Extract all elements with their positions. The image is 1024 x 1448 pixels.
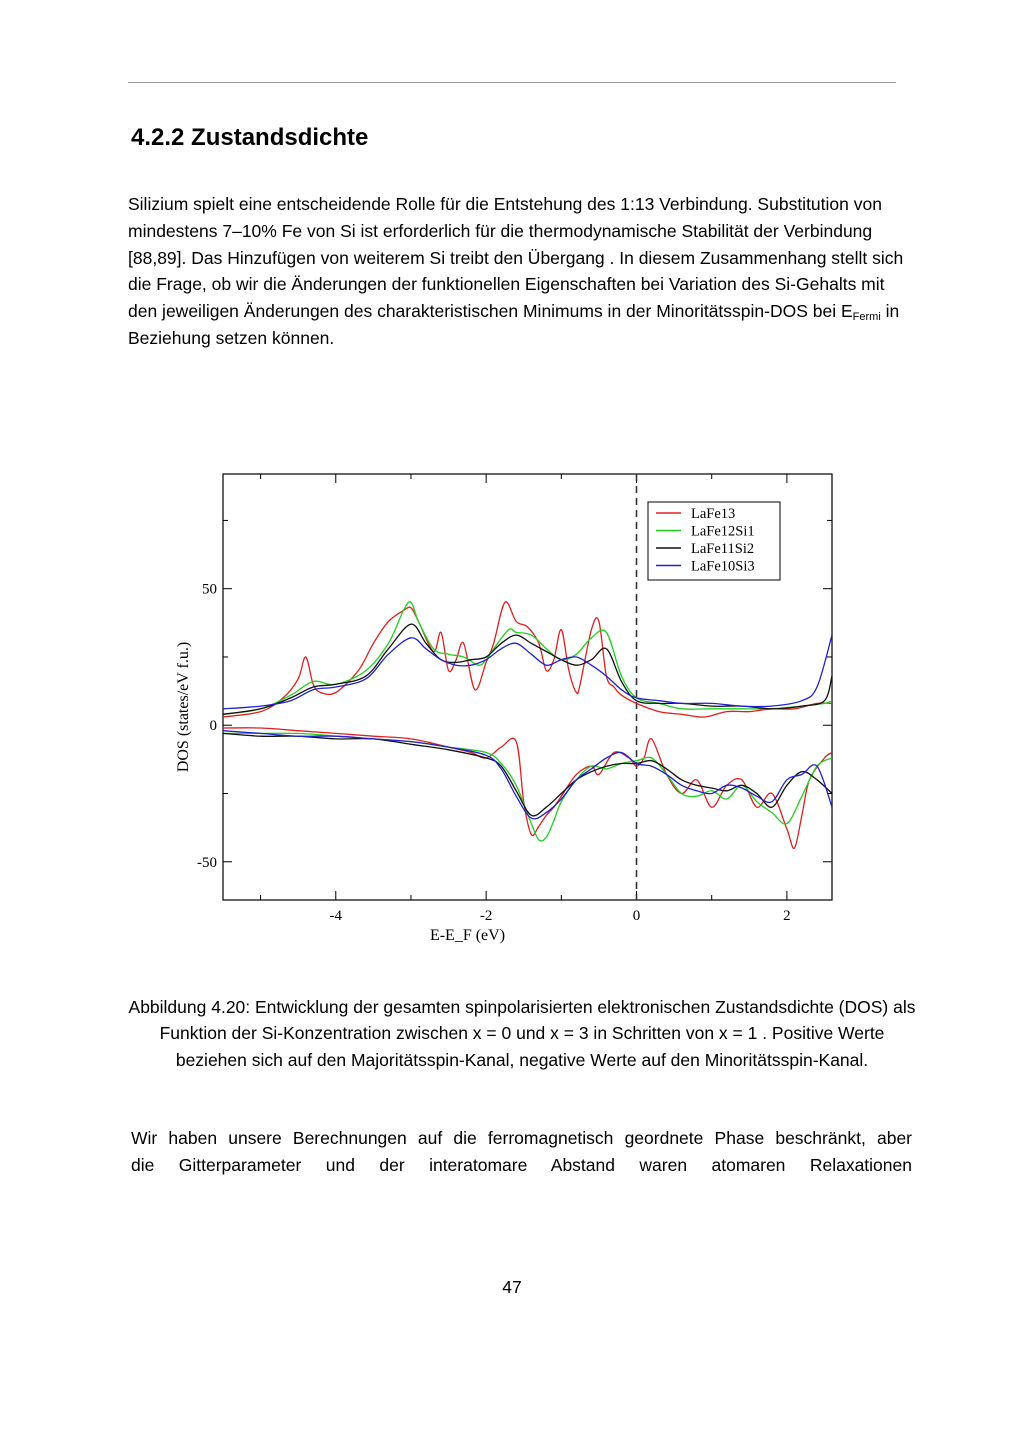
x-axis-label: E-E_F (eV) (429, 927, 506, 944)
page-number: 47 (502, 1277, 522, 1297)
x-tick-label: 2 (783, 908, 791, 924)
y-axis-label: DOS (states/eV f.u.) (175, 641, 192, 773)
x-tick-label: -4 (329, 908, 343, 924)
legend-label: LaFe12Si1 (691, 523, 755, 540)
series-line-lafe10si3-majority (223, 635, 832, 709)
series-line-lafe12si1-majority (223, 602, 832, 714)
dos-chart (160, 462, 850, 952)
series-line-lafe11si2-majority (223, 624, 832, 714)
figure-caption: Abbildung 4.20: Entwicklung der gesamten spinpolarisierten elektronischen Zustandsdichte (DOS) als Funktion der Si-Konzentration zwischen x = 0 und x = 3 in Schritten von x = 1 . Positive Werte beziehen sich auf den Majoritätsspin-Kanal, negative Werte auf den Minoritätsspin-Kanal. (128, 997, 916, 1070)
series-line-lafe11si2-minority (223, 733, 832, 816)
y-tick-label: -50 (197, 854, 217, 871)
x-tick-label: -2 (479, 908, 493, 924)
fermi-subscript: Fermi (852, 311, 881, 324)
body-line-2: die Gitterparameter und der interatomare Abstand waren atomaren Relaxationen (131, 1154, 912, 1175)
series-line-lafe13-majority (223, 602, 832, 717)
intro-text-end: in Beziehung setzen können. (128, 301, 900, 348)
legend-label: LaFe13 (691, 506, 736, 522)
header-rule (128, 82, 896, 83)
x-tick-label: 0 (632, 908, 641, 924)
body-paragraph (131, 1125, 912, 1179)
intro-paragraph (128, 191, 918, 352)
section-heading: 4.2.2 Zustandsdichte (131, 124, 369, 151)
legend-label: LaFe10Si3 (691, 558, 755, 575)
body-line-1: Wir haben unsere Berechnungen auf die ferromagnetisch geordnete Phase beschränkt, aber (131, 1128, 912, 1148)
intro-text: Silizium spielt eine entscheidende Rolle für die Entstehung des 1:13 Verbindung. Substitution von mindestens 7–10% Fe von Si ist erforderlich für die thermodynamische Stabilität der Verbindung [88,89]. Das Hinzufügen von weiterem Si treibt den Übergang . In diesem Zusammenhang stellt sich die Frage, ob wir die Änderungen der funktionellen Eigenschaften bei Variation des Si-Gehalts mit den jeweiligen Änderungen des charakteristischen Minimums in der Minoritätsspin-DOS bei E (128, 194, 904, 322)
legend-label: LaFe11Si2 (691, 541, 755, 557)
y-tick-label: 50 (202, 581, 217, 598)
y-tick-label: 0 (209, 718, 217, 735)
series-line-lafe10si3-minority (223, 731, 832, 819)
dos-figure (160, 462, 850, 952)
